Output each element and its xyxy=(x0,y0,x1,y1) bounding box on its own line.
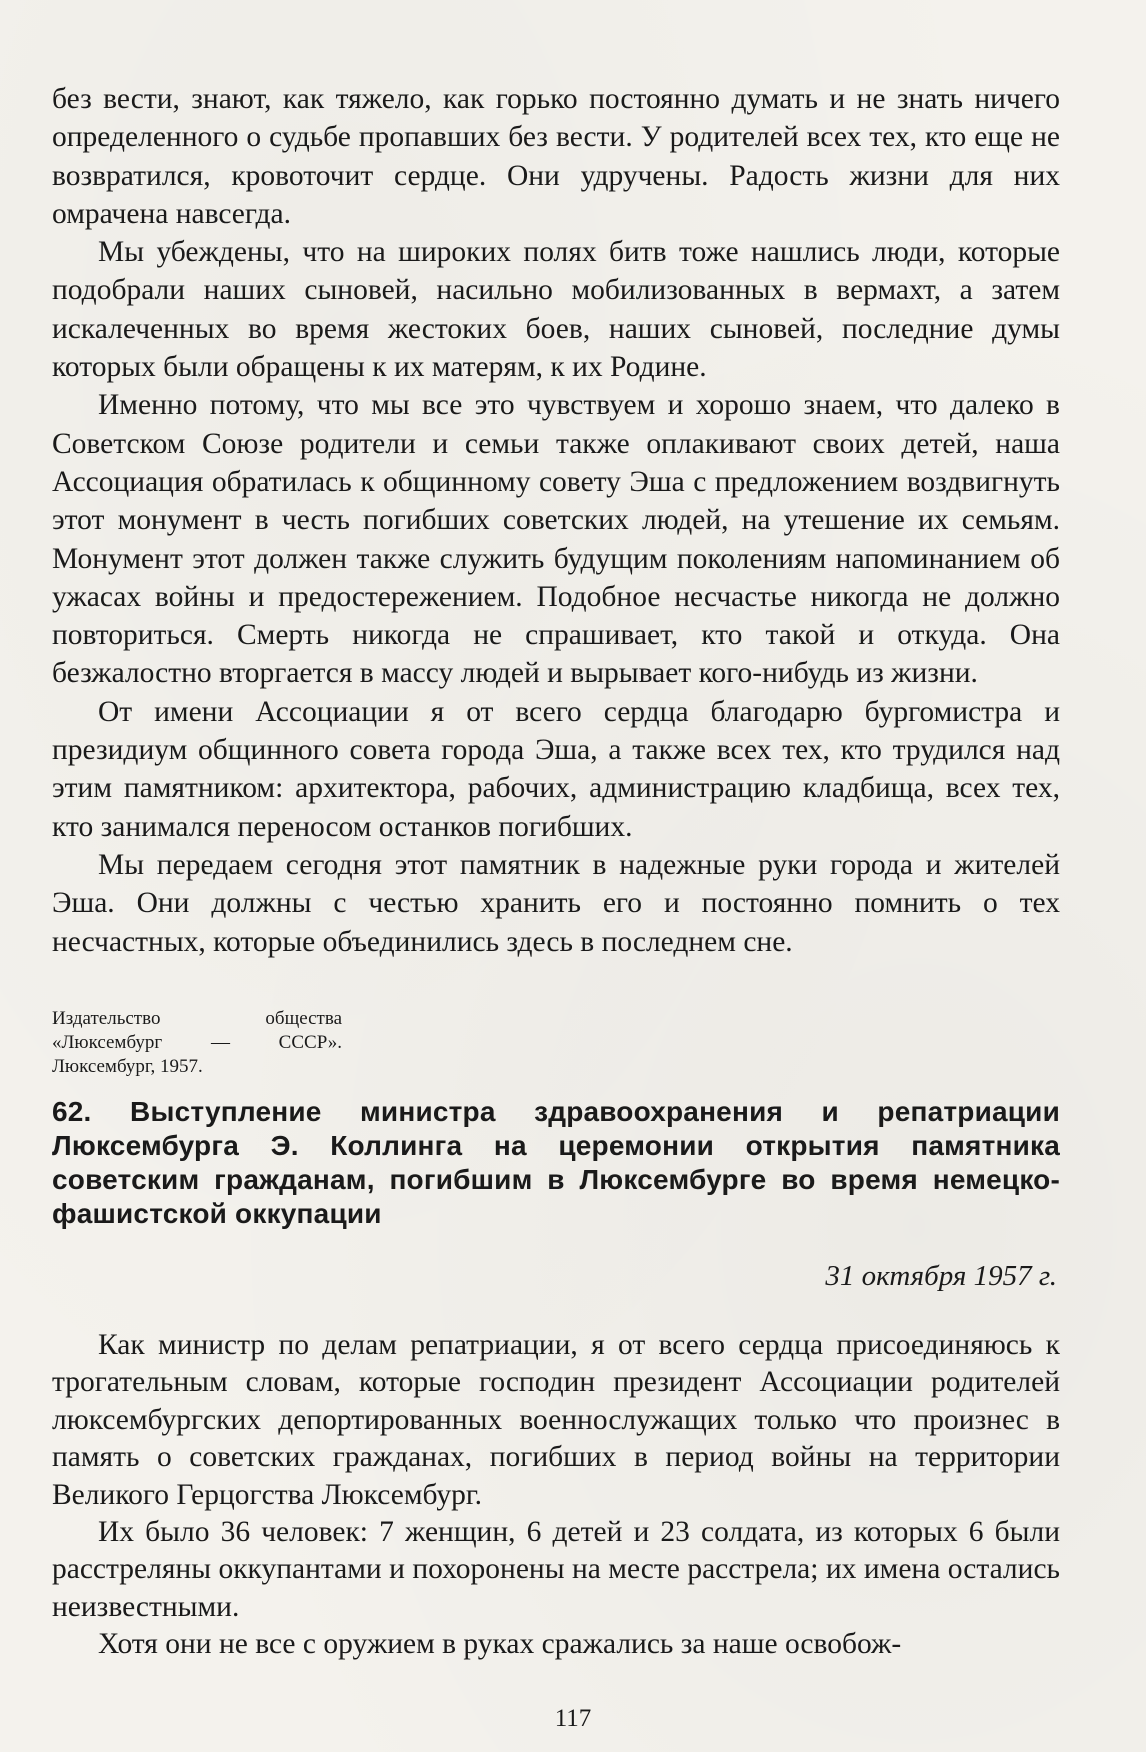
paragraph: Мы передаем сегодня этот памятник в надежные руки города и жителей Эша. Они должны с честью хранить его и постоянно помнить о тех несчастных, которые объединились здесь в последнем сне. xyxy=(52,848,1060,958)
page-number: 117 xyxy=(554,1705,592,1732)
paragraph: От имени Ассоциации я от всего сердца благодарю бургомистра и президиум общинного совета города Эша, а также всех тех, кто трудился над этим памятником: архитектора, рабочих, администрацию кладбища, всех тех, кто занимался переносом останков погибших. xyxy=(52,695,1060,843)
source-note: Издательство общества «Люксембург — СССР». Люксембург, 1957. xyxy=(52,1008,342,1077)
paragraph: Именно потому, что мы все это чувствуем и хорошо знаем, что далеко в Советском Союзе родители и семьи также оплакивают своих детей, наша Ассоциация обратилась к общинному совету Эша с предложением воздвигнуть этот монумент в честь погибших советских людей, на утешение их семьям. Монумент этот должен также служить будущим поколениям напоминанием об ужасах войны и предостережением. Подобное несчастье никогда не должно повториться. Смерть никогда не спрашивает, кто такой и откуда. Она безжалостно вторгается в массу людей и вырывает кого-нибудь из жизни. xyxy=(52,389,1060,690)
body-text-top xyxy=(52,80,1060,961)
speech-text xyxy=(52,1327,1060,1664)
paragraph: Мы убеждены, что на широких полях битв тоже нашлись люди, которые подобрали наших сыновей, насильно мобилизованных в вермахт, а затем искалеченных во время жестоких боев, наших сыновей, последние думы которых были обращены к их матерям, к их Родине. xyxy=(52,236,1060,384)
document-date: 31 октября 1957 г. xyxy=(825,1260,1057,1292)
paragraph: Их было 36 человек: 7 женщин, 6 детей и 23 солдата, из которых 6 были расстреляны оккупантами и похоронены на месте расстрела; их имена остались неизвестными. xyxy=(52,1516,1060,1623)
document-number: 62. xyxy=(52,1096,92,1127)
document-title: Выступление министра здравоохранения и репатриации Люксембурга Э. Коллинга на церемонии открытия памятника советским гражданам, погибшим в Люксембурге во время немецко-фашистской оккупации xyxy=(52,1096,1061,1229)
paragraph: Как министр по делам репатриации, я от всего сердца присоединяюсь к трогательным словам, которые господин президент Ассоциации родителей люксембургских депортированных военнослужащих только что произнес в память о советских гражданах, погибших в период войны на территории Великого Герцогства Люксембург. xyxy=(52,1329,1060,1511)
paragraph: Хотя они не все с оружием в руках сражались за наше освобож- xyxy=(98,1628,902,1661)
document-heading xyxy=(52,1095,1060,1231)
paragraph: без вести, знают, как тяжело, как горько постоянно думать и не знать ничего определенного о судьбе пропавших без вести. У родителей всех тех, кто еще не возвратился, кровоточит сердце. Они удручены. Радость жизни для них омрачена навсегда. xyxy=(52,83,1060,230)
